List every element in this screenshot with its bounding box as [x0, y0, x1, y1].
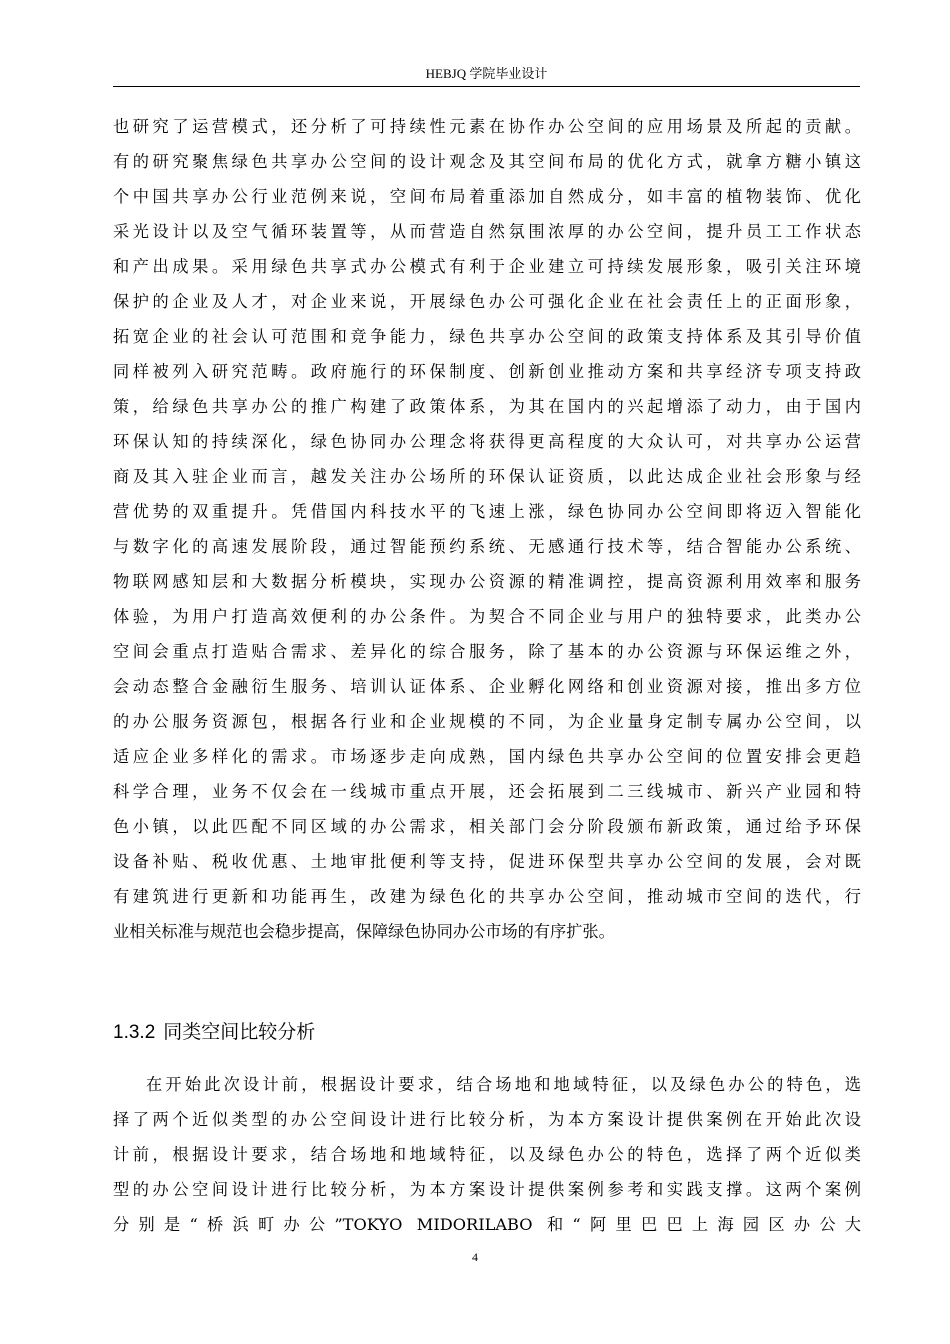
text-line: 个中国共享办公行业范例来说，空间布局着重添加自然成分，如丰富的植物装饰、优化: [113, 187, 861, 206]
text-line: 色小镇，以此匹配不同区域的办公需求，相关部门会分阶段颁布新政策，通过给予环保: [113, 817, 861, 836]
text-line: 会动态整合金融衍生服务、培训认证体系、企业孵化网络和创业资源对接，推出多方位: [113, 677, 861, 696]
text-line: 科学合理，业务不仅会在一线城市重点开展，还会拓展到二三线城市、新兴产业园和特: [113, 782, 861, 801]
text-line: 环保认知的持续深化，绿色协同办公理念将获得更高程度的大众认可，对共享办公运营: [113, 432, 861, 451]
text-line: 择了两个近似类型的办公空间设计进行比较分析，为本方案设计提供案例在开始此次设: [113, 1110, 861, 1129]
text-line: 在开始此次设计前，根据设计要求，结合场地和地域特征，以及绿色办公的特色，选: [146, 1075, 861, 1094]
text-line: 有建筑进行更新和功能再生，改建为绿色化的共享办公空间，推动城市空间的迭代，行: [113, 887, 861, 906]
text-line: 物联网感知层和大数据分析模块，实现办公资源的精准调控，提高资源利用效率和服务: [113, 572, 861, 591]
paragraph-2: [113, 1071, 861, 1246]
text-line: 保护的企业及人才，对企业来说，开展绿色办公可强化企业在社会责任上的正面形象，: [113, 292, 861, 311]
text-line: 采光设计以及空气循环装置等，从而营造自然氛围浓厚的办公空间，提升员工工作状态: [113, 222, 861, 241]
text-line: 业相关标准与规范也会稳步提高，保障绿色协同办公市场的有序扩张。: [113, 922, 615, 941]
text-line: 有的研究聚焦绿色共享办公空间的设计观念及其空间布局的优化方式，就拿方糖小镇这: [113, 152, 861, 171]
text-line: 商及其入驻企业而言，越发关注办公场所的环保认证资质，以此达成企业社会形象与经: [113, 467, 861, 486]
header-divider: [113, 86, 860, 87]
text-line: 设备补贴、税收优惠、土地审批便利等支持，促进环保型共享办公空间的发展，会对既: [113, 852, 861, 871]
section-number: 1.3.2: [113, 1022, 156, 1043]
text-line: 同样被列入研究范畴。政府施行的环保制度、创新创业推动方案和共享经济专项支持政: [113, 362, 861, 381]
text-line: 与数字化的高速发展阶段，通过智能预约系统、无感通行技术等，结合智能办公系统、: [113, 537, 861, 556]
text-line: 拓宽企业的社会认可范围和竞争能力，绿色共享办公空间的政策支持体系及其引导价值: [113, 327, 861, 346]
text-line: 营优势的双重提升。凭借国内科技水平的飞速上涨，绿色协同办公空间即将迈入智能化: [113, 502, 861, 521]
text-line: 适应企业多样化的需求。市场逐步走向成熟，国内绿色共享办公空间的位置安排会更趋: [113, 747, 861, 766]
text-line: 分别是“桥浜町办公”TOKYO MIDORILABO 和“阿里巴巴上海园区办公大: [113, 1215, 861, 1234]
section-heading: [113, 1018, 315, 1047]
page-header: HEBJQ 学院毕业设计: [425, 66, 548, 81]
section-title: 同类空间比较分析: [163, 1021, 316, 1043]
text-line: 策，给绿色共享办公的推广构建了政策体系，为其在国内的兴起增添了动力，由于国内: [113, 397, 861, 416]
text-line: 和产出成果。采用绿色共享式办公模式有利于企业建立可持续发展形象，吸引关注环境: [113, 257, 861, 276]
page-number: 4: [472, 1250, 478, 1264]
text-line: 的办公服务资源包，根据各行业和企业规模的不同，为企业量身定制专属办公空间，以: [113, 712, 861, 731]
text-line: 体验，为用户打造高效便利的办公条件。为契合不同企业与用户的独特要求，此类办公: [113, 607, 861, 626]
paragraph-1: [113, 113, 861, 953]
text-line: 型的办公空间设计进行比较分析，为本方案设计提供案例参考和实践支撑。这两个案例: [113, 1180, 861, 1199]
text-line: 空间会重点打造贴合需求、差异化的综合服务，除了基本的办公资源与环保运维之外，: [113, 642, 861, 661]
text-line: 计前，根据设计要求，结合场地和地域特征，以及绿色办公的特色，选择了两个近似类: [113, 1145, 861, 1164]
text-line: 也研究了运营模式，还分析了可持续性元素在协作办公空间的应用场景及所起的贡献。: [113, 117, 861, 136]
